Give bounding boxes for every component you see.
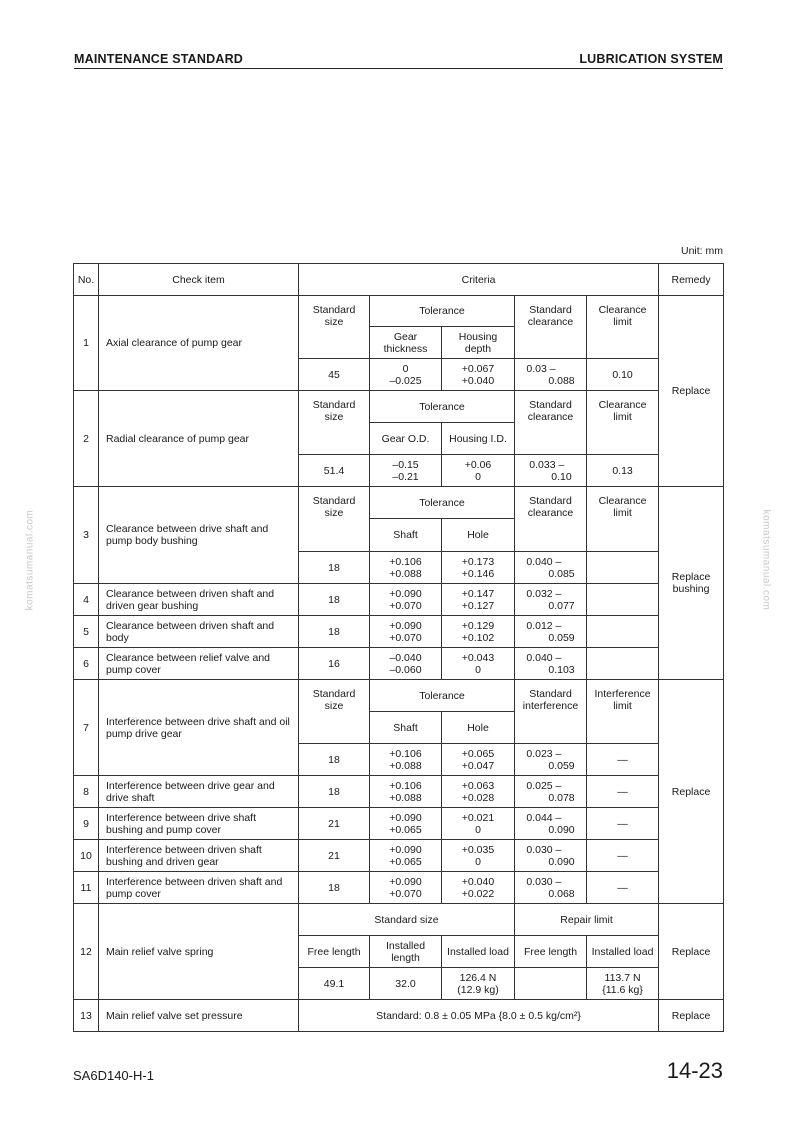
tolerance-value: –0.040 –0.060 (370, 648, 442, 680)
standard-interference-value: 0.030 – 0.068 (515, 872, 587, 904)
remedy-cell: Replace bushing (659, 487, 724, 680)
tolerance-sub-label: Shaft (370, 519, 442, 552)
table-row (74, 584, 724, 616)
installed-length-value: 32.0 (370, 968, 442, 1000)
remedy-cell: Replace (659, 1000, 724, 1032)
standard-clearance-label: Standard clearance (515, 296, 587, 359)
col-header-check-item: Check item (99, 264, 299, 296)
interference-limit-value: — (587, 840, 659, 872)
tolerance-value: +0.173 +0.146 (442, 552, 515, 584)
standard-size-value: 45 (299, 359, 370, 391)
col-header-criteria: Criteria (299, 264, 659, 296)
row-number: 10 (74, 840, 99, 872)
interference-limit-value: — (587, 808, 659, 840)
col-header-remedy: Remedy (659, 264, 724, 296)
standard-clearance-label: Standard clearance (515, 391, 587, 455)
standard-clearance-value: 0.03 – 0.088 (515, 359, 587, 391)
header-system-title: LUBRICATION SYSTEM (579, 52, 723, 66)
standard-clearance-label: Standard clearance (515, 487, 587, 552)
row-number: 9 (74, 808, 99, 840)
table-row (74, 840, 724, 872)
tolerance-value: +0.065 +0.047 (442, 744, 515, 776)
repair-free-length-label: Free length (515, 936, 587, 968)
table-row (74, 680, 724, 712)
set-pressure-criteria: Standard: 0.8 ± 0.05 MPa {8.0 ± 0.5 kg/cm²} (299, 1000, 659, 1032)
standard-size-label: Standard size (299, 391, 370, 455)
tolerance-sub-label: Gear thickness (370, 327, 442, 359)
tolerance-value: +0.090 +0.070 (370, 872, 442, 904)
check-item: Interference between drive shaft and oil pump drive gear (99, 680, 299, 776)
table-header-row (74, 264, 724, 296)
clearance-limit-value (587, 552, 659, 584)
tolerance-value: –0.15 –0.21 (370, 455, 442, 487)
row-number: 5 (74, 616, 99, 648)
repair-free-length-value (515, 968, 587, 1000)
tolerance-sub-label: Housing depth (442, 327, 515, 359)
table-row (74, 487, 724, 519)
standard-interference-value: 0.023 – 0.059 (515, 744, 587, 776)
standard-size-label: Standard size (299, 487, 370, 552)
installed-length-label: Installed length (370, 936, 442, 968)
tolerance-sub-label: Hole (442, 712, 515, 744)
interference-limit-label: Interference limit (587, 680, 659, 744)
watermark-right: komatsumanual.com (760, 509, 772, 611)
free-length-value: 49.1 (299, 968, 370, 1000)
table-row (74, 1000, 724, 1032)
header-section-title: MAINTENANCE STANDARD (74, 52, 244, 66)
table-row (74, 296, 724, 327)
tolerance-value: +0.067 +0.040 (442, 359, 515, 391)
tolerance-value: +0.106 +0.088 (370, 744, 442, 776)
check-item: Clearance between driven shaft and driven gear bushing (99, 584, 299, 616)
standard-size-value: 18 (299, 776, 370, 808)
check-item: Interference between driven shaft bushing and driven gear (99, 840, 299, 872)
tolerance-value: +0.090 +0.065 (370, 840, 442, 872)
tolerance-value: +0.090 +0.070 (370, 616, 442, 648)
check-item: Interference between drive gear and drive shaft (99, 776, 299, 808)
tolerance-sub-label: Gear O.D. (370, 423, 442, 455)
table-row (74, 648, 724, 680)
remedy-cell: Replace (659, 680, 724, 904)
row-number: 4 (74, 584, 99, 616)
standard-clearance-value: 0.033 – 0.10 (515, 455, 587, 487)
interference-limit-value: — (587, 744, 659, 776)
maintenance-standard-table (73, 263, 724, 1032)
check-item: Main relief valve set pressure (99, 1000, 299, 1032)
row-number: 12 (74, 904, 99, 1000)
clearance-limit-label: Clearance limit (587, 391, 659, 455)
interference-limit-value: — (587, 776, 659, 808)
check-item: Clearance between relief valve and pump cover (99, 648, 299, 680)
interference-limit-value: — (587, 872, 659, 904)
standard-size-value: 18 (299, 584, 370, 616)
free-length-label: Free length (299, 936, 370, 968)
clearance-limit-label: Clearance limit (587, 487, 659, 552)
table-row (74, 776, 724, 808)
row-number: 11 (74, 872, 99, 904)
remedy-cell: Replace (659, 904, 724, 1000)
clearance-limit-value (587, 616, 659, 648)
tolerance-label: Tolerance (370, 680, 515, 712)
standard-size-value: 18 (299, 744, 370, 776)
row-number: 8 (74, 776, 99, 808)
tolerance-value: +0.147 +0.127 (442, 584, 515, 616)
tolerance-label: Tolerance (370, 391, 515, 423)
watermark-left: komatsumanual.com (24, 509, 36, 611)
installed-load-value: 126.4 N (12.9 kg) (442, 968, 515, 1000)
tolerance-value: 0 –0.025 (370, 359, 442, 391)
remedy-cell: Replace (659, 296, 724, 487)
standard-size-value: 18 (299, 872, 370, 904)
repair-installed-load-value: 113.7 N {11.6 kg} (587, 968, 659, 1000)
repair-installed-load-label: Installed load (587, 936, 659, 968)
tolerance-value: +0.106 +0.088 (370, 776, 442, 808)
row-number: 2 (74, 391, 99, 487)
row-number: 6 (74, 648, 99, 680)
check-item: Radial clearance of pump gear (99, 391, 299, 487)
tolerance-value: +0.063 +0.028 (442, 776, 515, 808)
standard-clearance-value: 0.040 – 0.085 (515, 552, 587, 584)
standard-clearance-value: 0.040 – 0.103 (515, 648, 587, 680)
table-row (74, 904, 724, 936)
tolerance-value: +0.090 +0.070 (370, 584, 442, 616)
page-header (74, 52, 723, 69)
table-row (74, 808, 724, 840)
check-item: Main relief valve spring (99, 904, 299, 1000)
row-number: 3 (74, 487, 99, 584)
clearance-limit-label: Clearance limit (587, 296, 659, 359)
clearance-limit-value (587, 648, 659, 680)
tolerance-label: Tolerance (370, 487, 515, 519)
tolerance-value: +0.06 0 (442, 455, 515, 487)
tolerance-value: +0.043 0 (442, 648, 515, 680)
tolerance-value: +0.021 0 (442, 808, 515, 840)
col-header-no: No. (74, 264, 99, 296)
standard-interference-label: Standard interference (515, 680, 587, 744)
standard-interference-value: 0.025 – 0.078 (515, 776, 587, 808)
check-item: Axial clearance of pump gear (99, 296, 299, 391)
footer-model: SA6D140-H-1 (73, 1068, 154, 1083)
tolerance-sub-label: Shaft (370, 712, 442, 744)
tolerance-value: +0.106 +0.088 (370, 552, 442, 584)
standard-interference-value: 0.030 – 0.090 (515, 840, 587, 872)
standard-size-label: Standard size (299, 904, 515, 936)
check-item: Clearance between drive shaft and pump body bushing (99, 487, 299, 584)
tolerance-sub-label: Hole (442, 519, 515, 552)
tolerance-value: +0.090 +0.065 (370, 808, 442, 840)
standard-clearance-value: 0.012 – 0.059 (515, 616, 587, 648)
unit-label: Unit: mm (681, 245, 723, 257)
clearance-limit-value: 0.10 (587, 359, 659, 391)
standard-size-value: 16 (299, 648, 370, 680)
tolerance-value: +0.040 +0.022 (442, 872, 515, 904)
footer-page-number: 14-23 (666, 1058, 723, 1083)
clearance-limit-value: 0.13 (587, 455, 659, 487)
tolerance-value: +0.129 +0.102 (442, 616, 515, 648)
standard-size-value: 18 (299, 552, 370, 584)
row-number: 7 (74, 680, 99, 776)
check-item: Interference between drive shaft bushing and pump cover (99, 808, 299, 840)
standard-size-label: Standard size (299, 680, 370, 744)
standard-size-value: 21 (299, 808, 370, 840)
table-row (74, 391, 724, 423)
standard-size-value: 21 (299, 840, 370, 872)
tolerance-value: +0.035 0 (442, 840, 515, 872)
check-item: Clearance between driven shaft and body (99, 616, 299, 648)
row-number: 13 (74, 1000, 99, 1032)
standard-size-label: Standard size (299, 296, 370, 359)
standard-size-value: 51.4 (299, 455, 370, 487)
repair-limit-label: Repair limit (515, 904, 659, 936)
standard-interference-value: 0.044 – 0.090 (515, 808, 587, 840)
standard-size-value: 18 (299, 616, 370, 648)
clearance-limit-value (587, 584, 659, 616)
tolerance-label: Tolerance (370, 296, 515, 327)
row-number: 1 (74, 296, 99, 391)
installed-load-label: Installed load (442, 936, 515, 968)
tolerance-sub-label: Housing I.D. (442, 423, 515, 455)
table-row (74, 616, 724, 648)
check-item: Interference between driven shaft and pump cover (99, 872, 299, 904)
table-row (74, 872, 724, 904)
standard-clearance-value: 0.032 – 0.077 (515, 584, 587, 616)
